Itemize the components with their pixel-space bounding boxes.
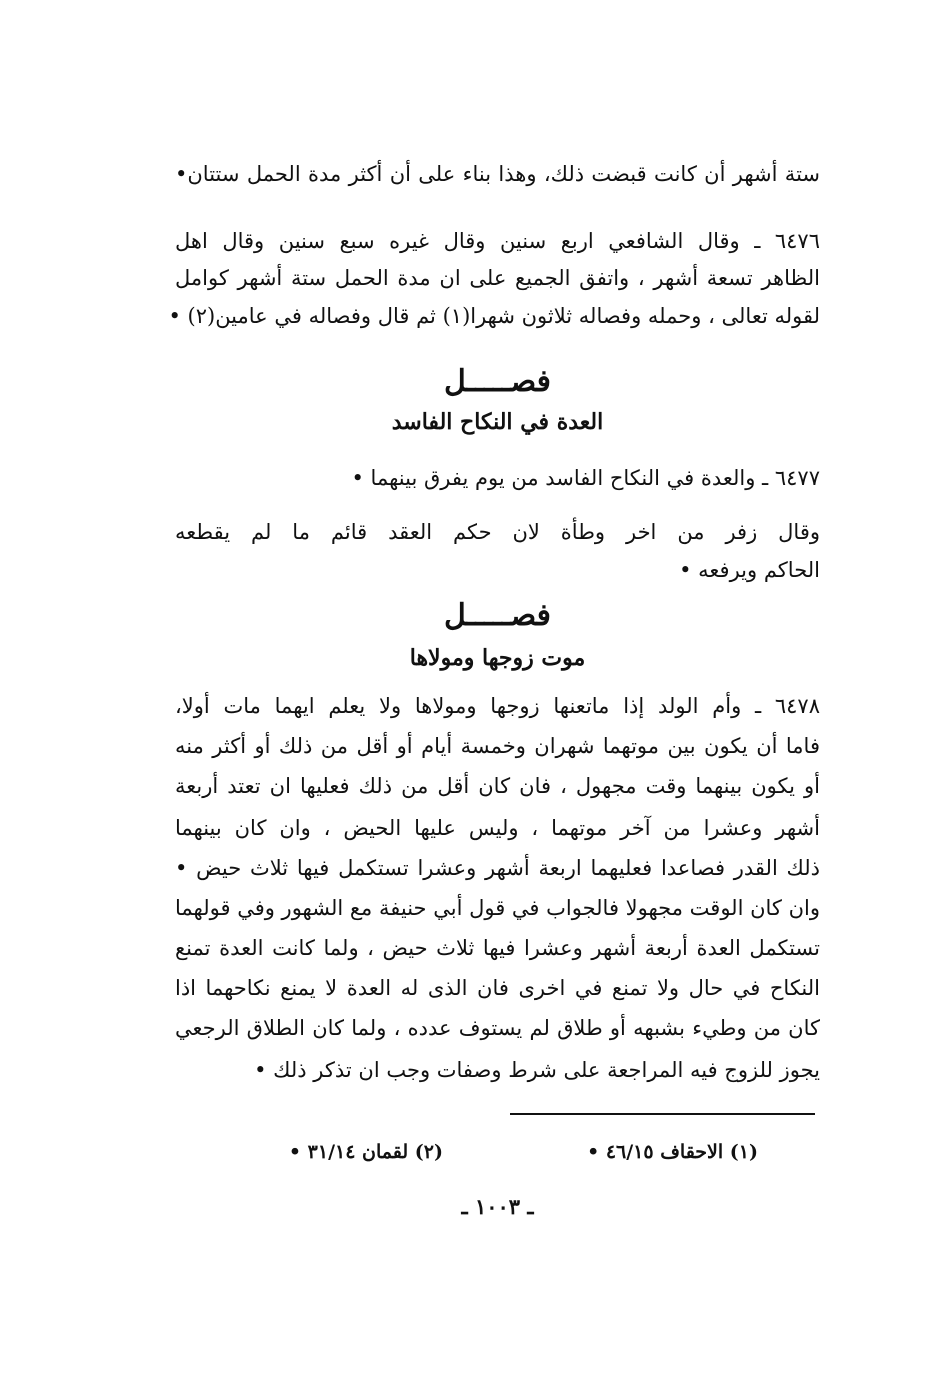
text-line: ٦٤٧٦ ـ وقال الشافعي اربع سنين وقال غيره سبع سنين وقال اهل <box>175 229 820 253</box>
footnote-divider <box>510 1113 815 1115</box>
footnote: (٢) لقمان ٣١/١٤ • <box>288 1141 443 1163</box>
footnote: (١) الاحقاف ٤٦/١٥ • <box>587 1141 758 1163</box>
text-line: ذلك القدر فصاعدا فعليهما اربعة أشهر وعشرا تستكمل فيها ثلاث حيض • <box>175 856 820 880</box>
text-line: الظاهر تسعة أشهر ، واتفق الجميع على ان مدة الحمل ستة أشهر كوامل <box>175 266 820 290</box>
section-subheading: العدة في النكاح الفاسد <box>391 409 604 435</box>
text-line: وقال زفر من اخر وطأة لان حكم العقد قائم ما لم يقطعه <box>175 520 820 544</box>
section-heading: فصـــــل <box>443 364 552 399</box>
section-heading: فصـــــل <box>443 598 552 633</box>
section-subheading: موت زوجها ومولاها <box>409 645 586 671</box>
text-line: يجوز للزوج فيه المراجعة على شرط وصفات وجب ان تذكر ذلك • <box>254 1058 820 1082</box>
text-line: أشهر وعشرا من آخر موتهما ، وليس عليها الحيض ، وان كان بينهما <box>175 816 820 840</box>
text-line: كان من وطيء بشبهه أو طلاق لم يستوف عدده ، ولما كان الطلاق الرجعي <box>175 1016 820 1040</box>
text-line: وان كان الوقت مجهولا فالجواب في قول أبي حنيفة مع الشهور وفي قولهما <box>175 896 820 920</box>
page-number: ـ ١٠٠٣ ـ <box>461 1194 534 1219</box>
text-line: لقوله تعالى ، وحمله وفصاله ثلاثون شهرا(١) ثم قال وفصاله في عامين(٢) • <box>168 304 820 328</box>
text-line: ٦٤٧٨ ـ وأم الولد إذا ماتعنها زوجها ومولاها ولا يعلم ايهما مات أولا، <box>175 694 820 718</box>
text-line: تستكمل العدة أربعة أشهر وعشرا فيها ثلاث حيض ، ولما كانت العدة تمنع <box>175 936 820 960</box>
text-line: ٦٤٧٧ ـ والعدة في النكاح الفاسد من يوم يفرق بينهما • <box>351 466 820 490</box>
text-line: النكاح في حال ولا تمنع في اخرى فان الذى له العدة لا يمنع نكاحهما اذا <box>175 976 820 1000</box>
text-line: الحاكم ويرفعه • <box>679 558 820 582</box>
text-line: ستة أشهر أن كانت قبضت ذلك، وهذا بناء على أن أكثر مدة الحمل ستتان• <box>175 162 820 186</box>
text-line: أو يكون بينهما وقت مجهول ، فان كان أقل من ذلك فعليها ان تعتد أربعة <box>175 774 820 798</box>
text-line: فاما أن يكون بين موتهما شهران وخمسة أيام أو أقل من ذلك أو أكثر منه <box>175 734 820 758</box>
